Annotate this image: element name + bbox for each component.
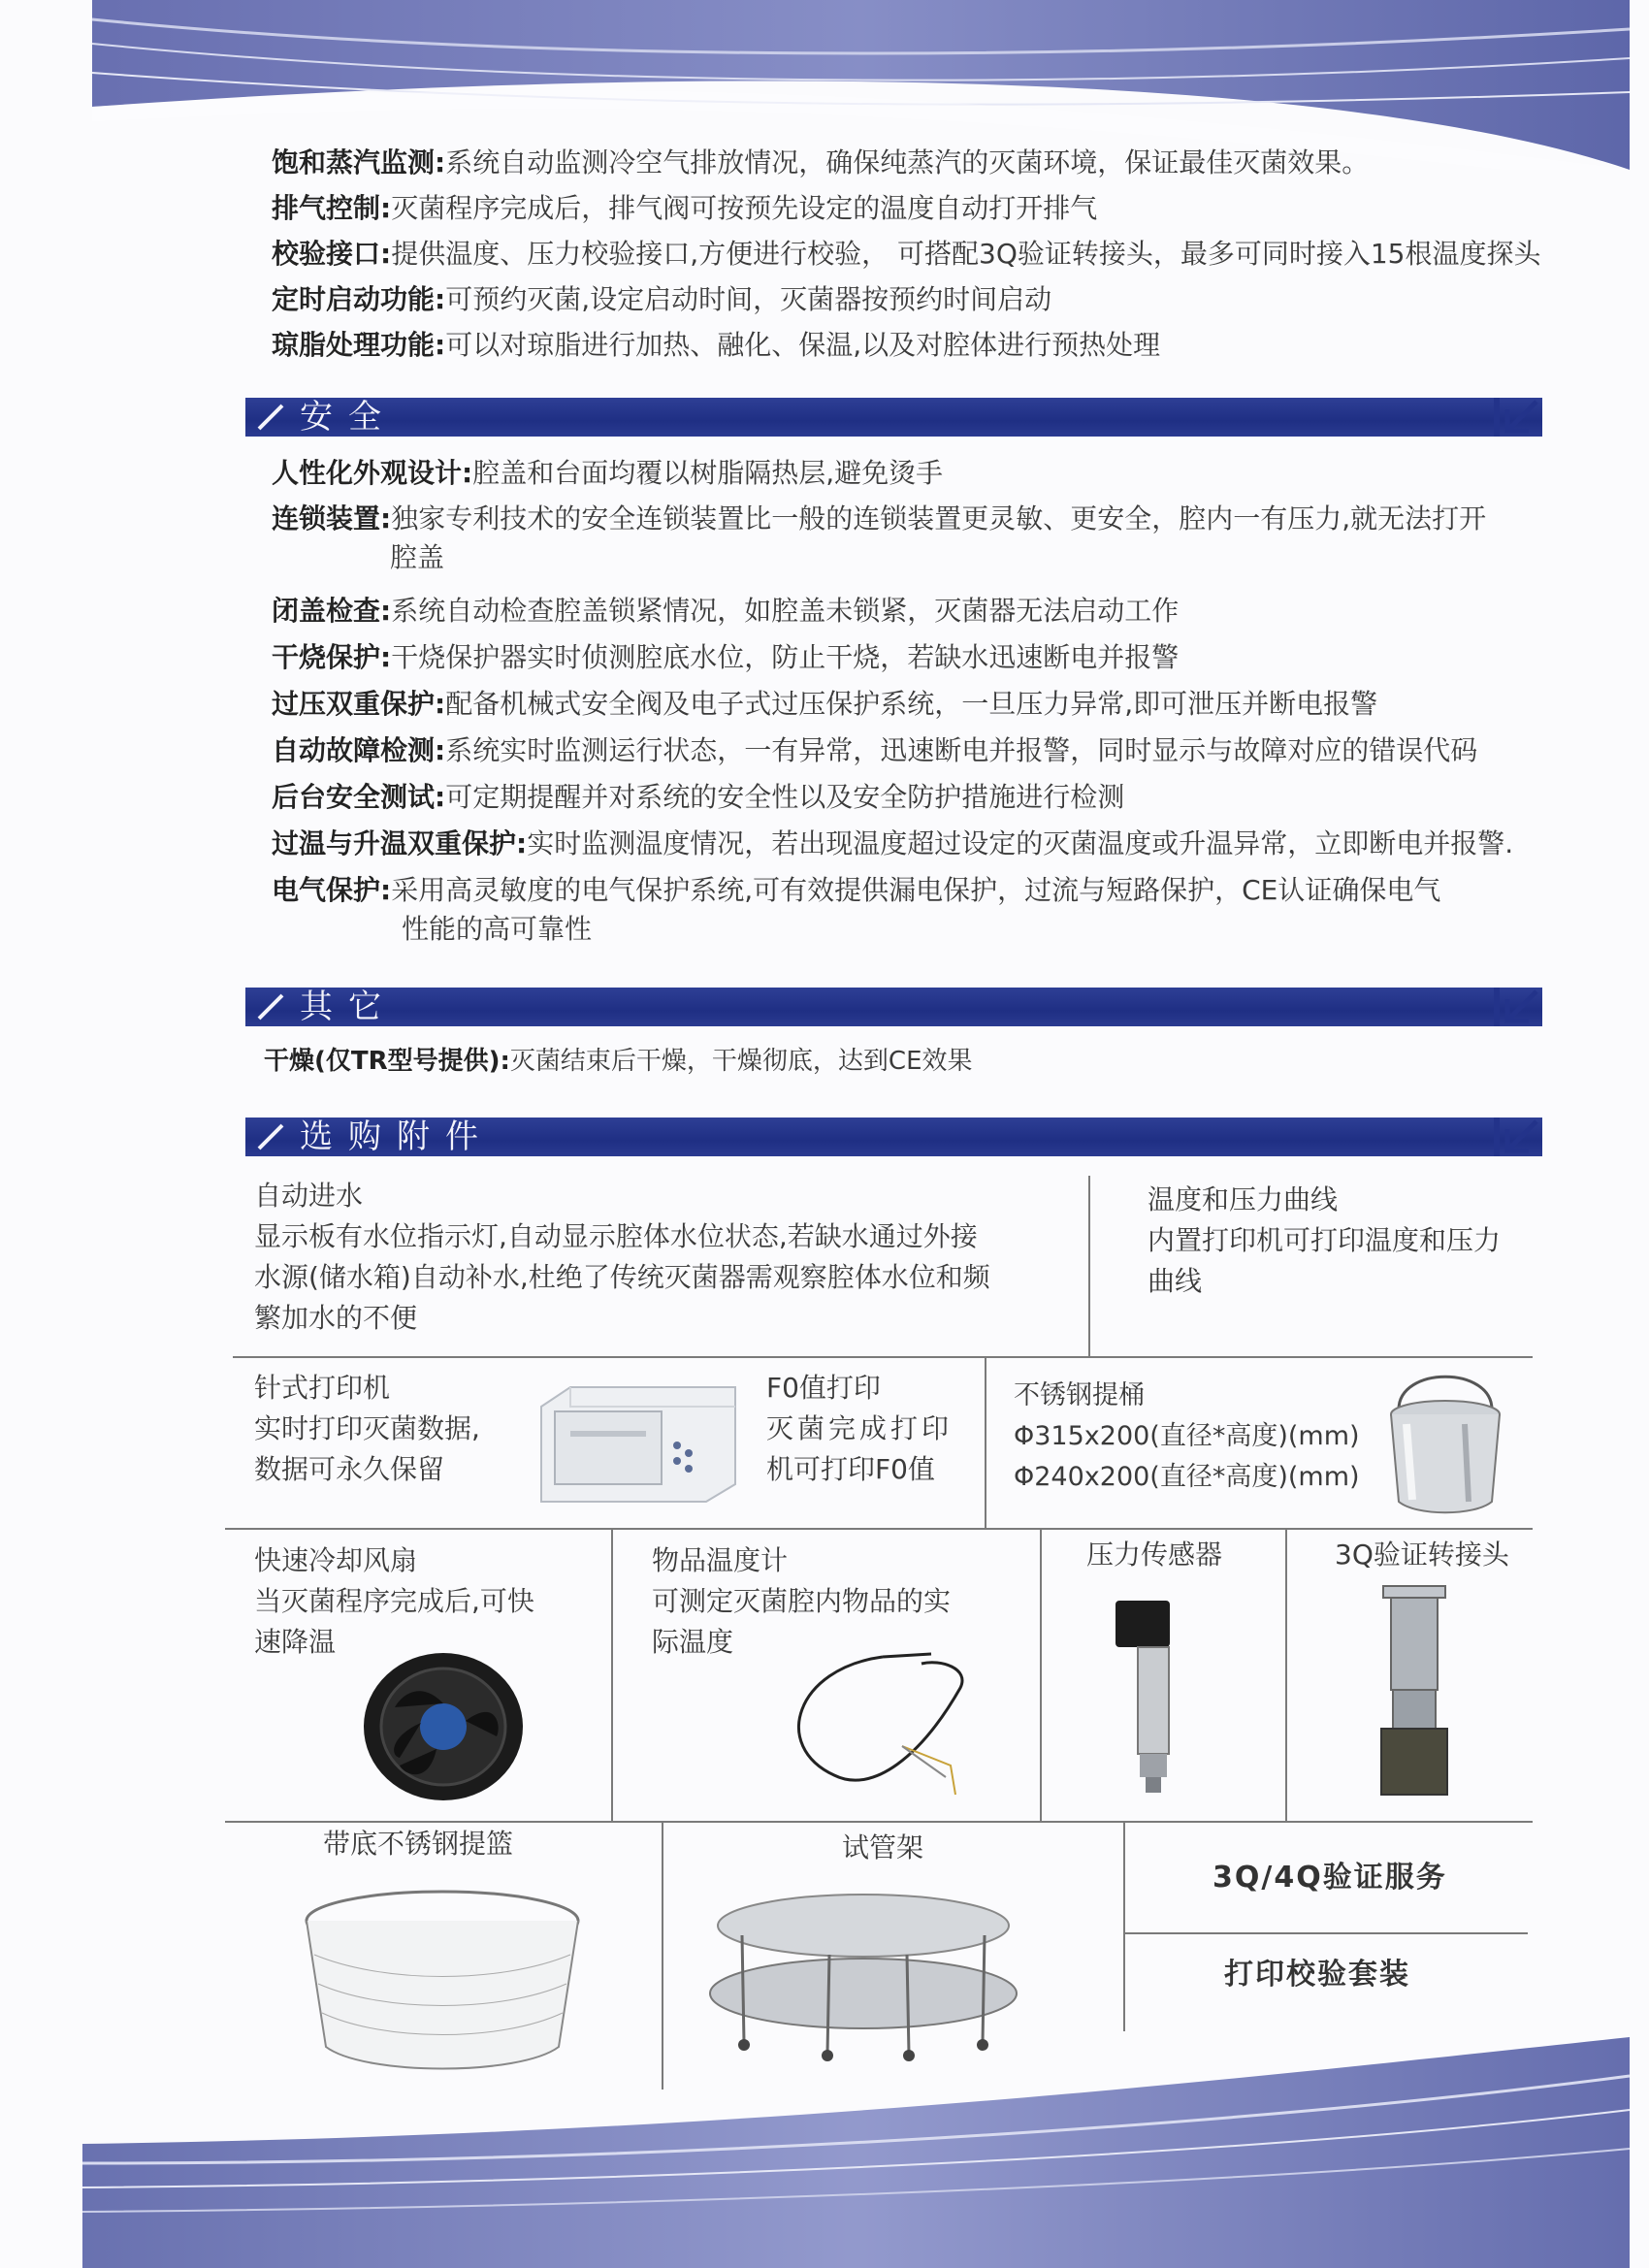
safety-item: 过温与升温双重保护:实时监测温度情况，若出现温度超过设定的灭菌温度或升温异常，立即断电并报警.	[272, 827, 1514, 859]
grid-divider	[225, 1821, 1533, 1823]
feature-item: 排气控制:灭菌程序完成后，排气阀可按预先设定的温度自动打开排气	[272, 192, 1098, 224]
other-item: 干燥(仅TR型号提供):灭菌结束后干燥，干燥彻底，达到CE效果	[264, 1047, 973, 1076]
thermometer-image	[776, 1649, 1009, 1804]
bucket-image	[1377, 1366, 1513, 1521]
accessory-auto-water: 自动进水 显示板有水位指示灯,自动显示腔体水位状态,若缺水通过外接 水源(储水箱)自动补水,杜绝了传统灭菌器需观察腔体水位和频 繁加水的不便	[254, 1180, 990, 1334]
accessory-f0-print: F0值打印 灭菌完成打印 机可打印F0值	[766, 1372, 954, 1485]
section-bar-accessories	[245, 1118, 1542, 1156]
safety-item: 闭盖检查:系统自动检查腔盖锁紧情况，如腔盖未锁紧，灭菌器无法启动工作	[272, 595, 1180, 627]
safety-item: 后台安全测试:可定期提醒并对系统的安全性以及安全防护措施进行检测	[272, 781, 1125, 813]
grid-divider	[225, 1528, 1533, 1530]
service-3q4q: 3Q/4Q验证服务	[1212, 1861, 1447, 1895]
slash-icon	[257, 404, 292, 431]
section-bar-other	[245, 988, 1542, 1026]
grid-divider	[611, 1530, 613, 1821]
accessory-3q-adapter: 3Q验证转接头	[1335, 1539, 1509, 1571]
feature-item: 定时启动功能:可预约灭菌,设定启动时间，灭菌器按预约时间启动	[272, 283, 1052, 315]
feature-item: 饱和蒸汽监测:系统自动监测冷空气排放情况，确保纯蒸汽的灭菌环境，保证最佳灭菌效果。	[272, 146, 1370, 178]
accessory-bucket: 不锈钢提桶 Φ315x200(直径*高度)(mm) Φ240x200(直径*高度)(mm)	[1014, 1380, 1360, 1492]
accessory-thermometer: 物品温度计 可测定灭菌腔内物品的实 际温度	[652, 1544, 952, 1658]
slash-icon	[257, 1123, 292, 1150]
service-print-kit: 打印校验套装	[1224, 1958, 1410, 1992]
grid-divider	[1088, 1176, 1090, 1356]
bottom-decorative-band	[0, 2018, 1649, 2268]
feature-item: 琼脂处理功能:可以对琼脂进行加热、融化、保温,以及对腔体进行预热处理	[272, 329, 1161, 361]
section-bar-safety	[245, 398, 1542, 437]
corner-arrow-icon	[1494, 1116, 1544, 1158]
grid-divider	[233, 1356, 1533, 1358]
corner-arrow-icon	[1494, 986, 1544, 1028]
fan-image	[361, 1649, 526, 1804]
grid-divider	[985, 1358, 986, 1528]
feature-item: 校验接口:提供温度、压力校验接口,方便进行校验， 可搭配3Q验证转接头，最多可同时接入15根温度探头	[272, 238, 1541, 270]
grid-divider	[1123, 1823, 1125, 2031]
grid-divider	[1125, 1932, 1528, 1934]
safety-item: 自动故障检测:系统实时监测运行状态，一有异常，迅速断电并报警，同时显示与故障对应的错误代码	[272, 734, 1478, 766]
section-title: 其它	[300, 988, 397, 1026]
section-title: 选购附件	[300, 1118, 494, 1156]
accessory-temp-curve: 温度和压力曲线 内置打印机可打印温度和压力 曲线	[1148, 1183, 1502, 1297]
accessory-basket: 带底不锈钢提篮	[323, 1828, 514, 1860]
accessory-pressure-sensor: 压力传感器	[1086, 1539, 1223, 1571]
section-title: 安全	[300, 398, 397, 437]
adapter-image	[1374, 1581, 1471, 1804]
safety-item: 干烧保护:干烧保护器实时侦测腔底水位，防止干烧，若缺水迅速断电并报警	[272, 641, 1180, 673]
accessory-fan: 快速冷却风扇 当灭菌程序完成后,可快 速降温	[254, 1544, 534, 1658]
grid-divider	[1040, 1530, 1042, 1821]
safety-item: 连锁装置:独家专利技术的安全连锁装置比一般的连锁装置更灵敏、更安全，腔内一有压力,就无法打开 腔盖	[272, 502, 1487, 573]
corner-arrow-icon	[1494, 396, 1544, 438]
safety-item: 电气保护:采用高灵敏度的电气保护系统,可有效提供漏电保护，过流与短路保护，CE认证确保电气 性能的高可靠性	[272, 874, 1441, 945]
pressure-sensor-image	[1111, 1591, 1198, 1795]
accessory-tube-rack: 试管架	[842, 1831, 924, 1863]
safety-item: 人性化外观设计:腔盖和台面均覆以树脂隔热层,避免烫手	[272, 457, 944, 489]
printer-image	[532, 1377, 745, 1508]
accessory-needle-printer: 针式打印机 实时打印灭菌数据, 数据可永久保留	[254, 1372, 480, 1485]
grid-divider	[1285, 1530, 1287, 1821]
safety-item: 过压双重保护:配备机械式安全阀及电子式过压保护系统，一旦压力异常,即可泄压并断电报警	[272, 688, 1378, 720]
slash-icon	[257, 993, 292, 1021]
